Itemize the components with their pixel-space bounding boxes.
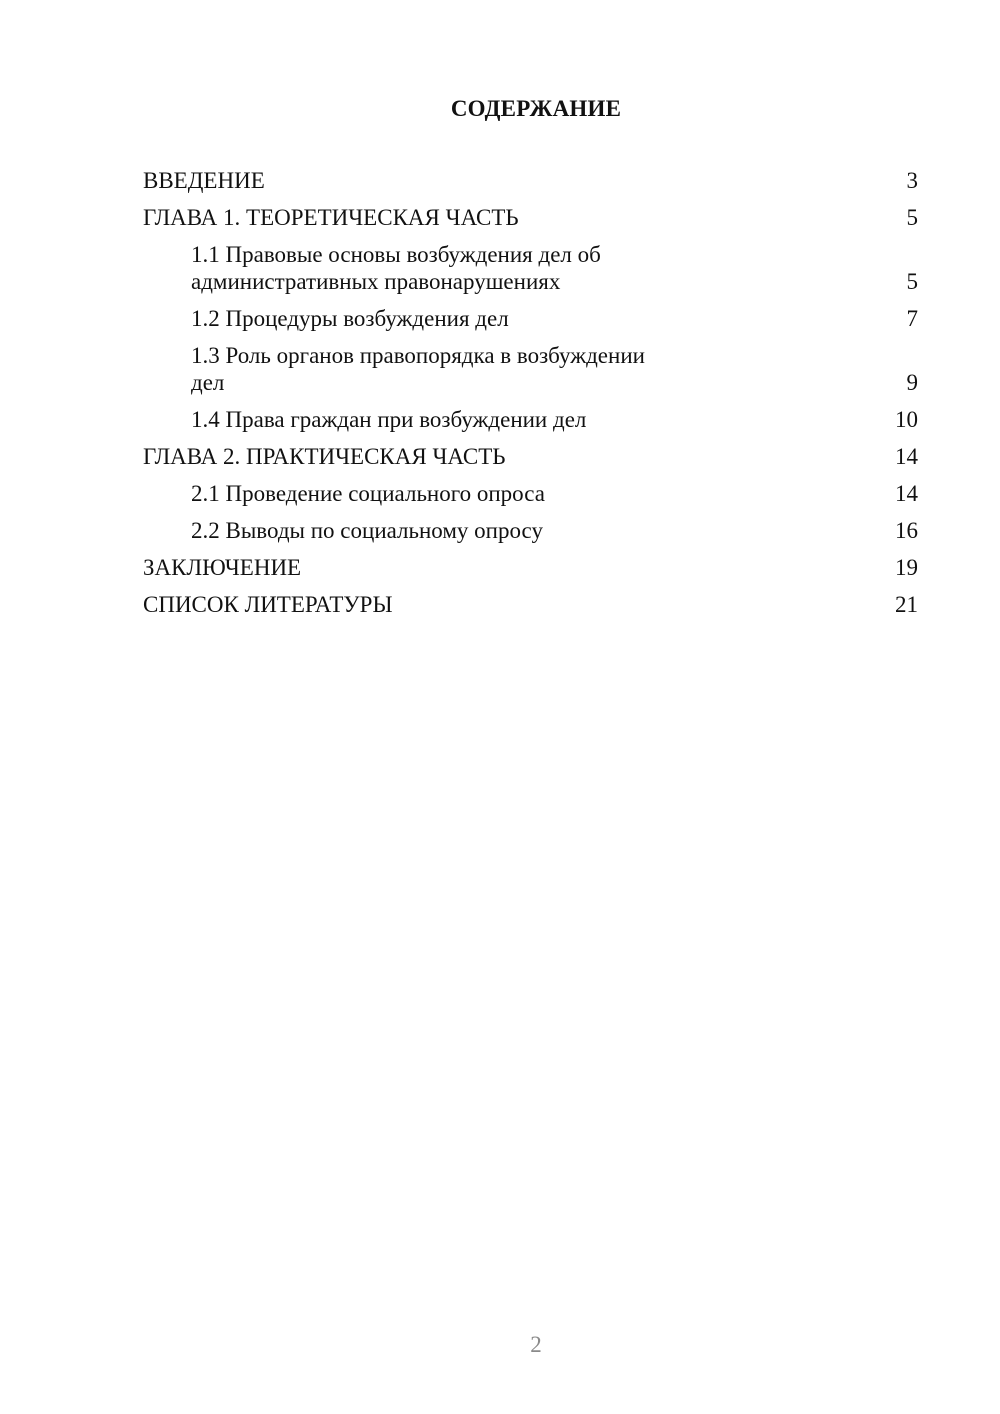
toc-entry-label: ЗАКЛЮЧЕНИЕ: [143, 555, 302, 580]
toc-entry-label: 2.1 Проведение социального опроса: [191, 481, 545, 506]
toc-entry-section-1-2[interactable]: [143, 305, 918, 332]
page-title: СОДЕРЖАНИЕ: [450, 96, 622, 121]
toc-entry-section-1-4[interactable]: [143, 406, 918, 433]
toc-entry-section-2-2[interactable]: [143, 517, 918, 544]
toc-entry-chapter-2[interactable]: [143, 443, 918, 470]
toc-entry-page: 7: [906, 306, 918, 331]
toc-entry-label: 1.1 Правовые основы возбуждения дел об административных правонарушениях: [191, 242, 601, 294]
toc-entry-page: 5: [906, 269, 918, 294]
toc-entry-page: 14: [895, 444, 918, 469]
table-of-contents: [143, 167, 918, 628]
toc-entry-page: 5: [906, 205, 918, 230]
toc-entry-label: ГЛАВА 2. ПРАКТИЧЕСКАЯ ЧАСТЬ: [143, 444, 506, 469]
toc-entry-page: 3: [906, 168, 918, 193]
toc-entry-label: 2.2 Выводы по социальному опросу: [191, 518, 543, 543]
toc-entry-page: 16: [895, 518, 918, 543]
toc-entry-label: 1.4 Права граждан при возбуждении дел: [191, 407, 587, 432]
toc-entry-label: ВВЕДЕНИЕ: [143, 168, 265, 193]
toc-entry-page: 19: [895, 555, 918, 580]
toc-entry-chapter-1[interactable]: [143, 204, 918, 231]
toc-entry-label: 1.2 Процедуры возбуждения дел: [191, 306, 509, 331]
toc-entry-bibliography[interactable]: [143, 591, 918, 618]
toc-entry-section-1-3[interactable]: [143, 342, 918, 396]
page-number: 2: [530, 1332, 542, 1357]
toc-entry-page: 10: [895, 407, 918, 432]
toc-entry-page: 21: [895, 592, 918, 617]
toc-entry-label: ГЛАВА 1. ТЕОРЕТИЧЕСКАЯ ЧАСТЬ: [143, 205, 519, 230]
toc-entry-introduction[interactable]: [143, 167, 918, 194]
toc-entry-page: 9: [906, 370, 918, 395]
toc-entry-conclusion[interactable]: [143, 554, 918, 581]
toc-entry-label: 1.3 Роль органов правопорядка в возбуждении дел: [191, 343, 645, 395]
toc-entry-page: 14: [895, 481, 918, 506]
toc-entry-section-1-1[interactable]: [143, 241, 918, 295]
toc-entry-section-2-1[interactable]: [143, 480, 918, 507]
toc-entry-label: СПИСОК ЛИТЕРАТУРЫ: [143, 592, 393, 617]
